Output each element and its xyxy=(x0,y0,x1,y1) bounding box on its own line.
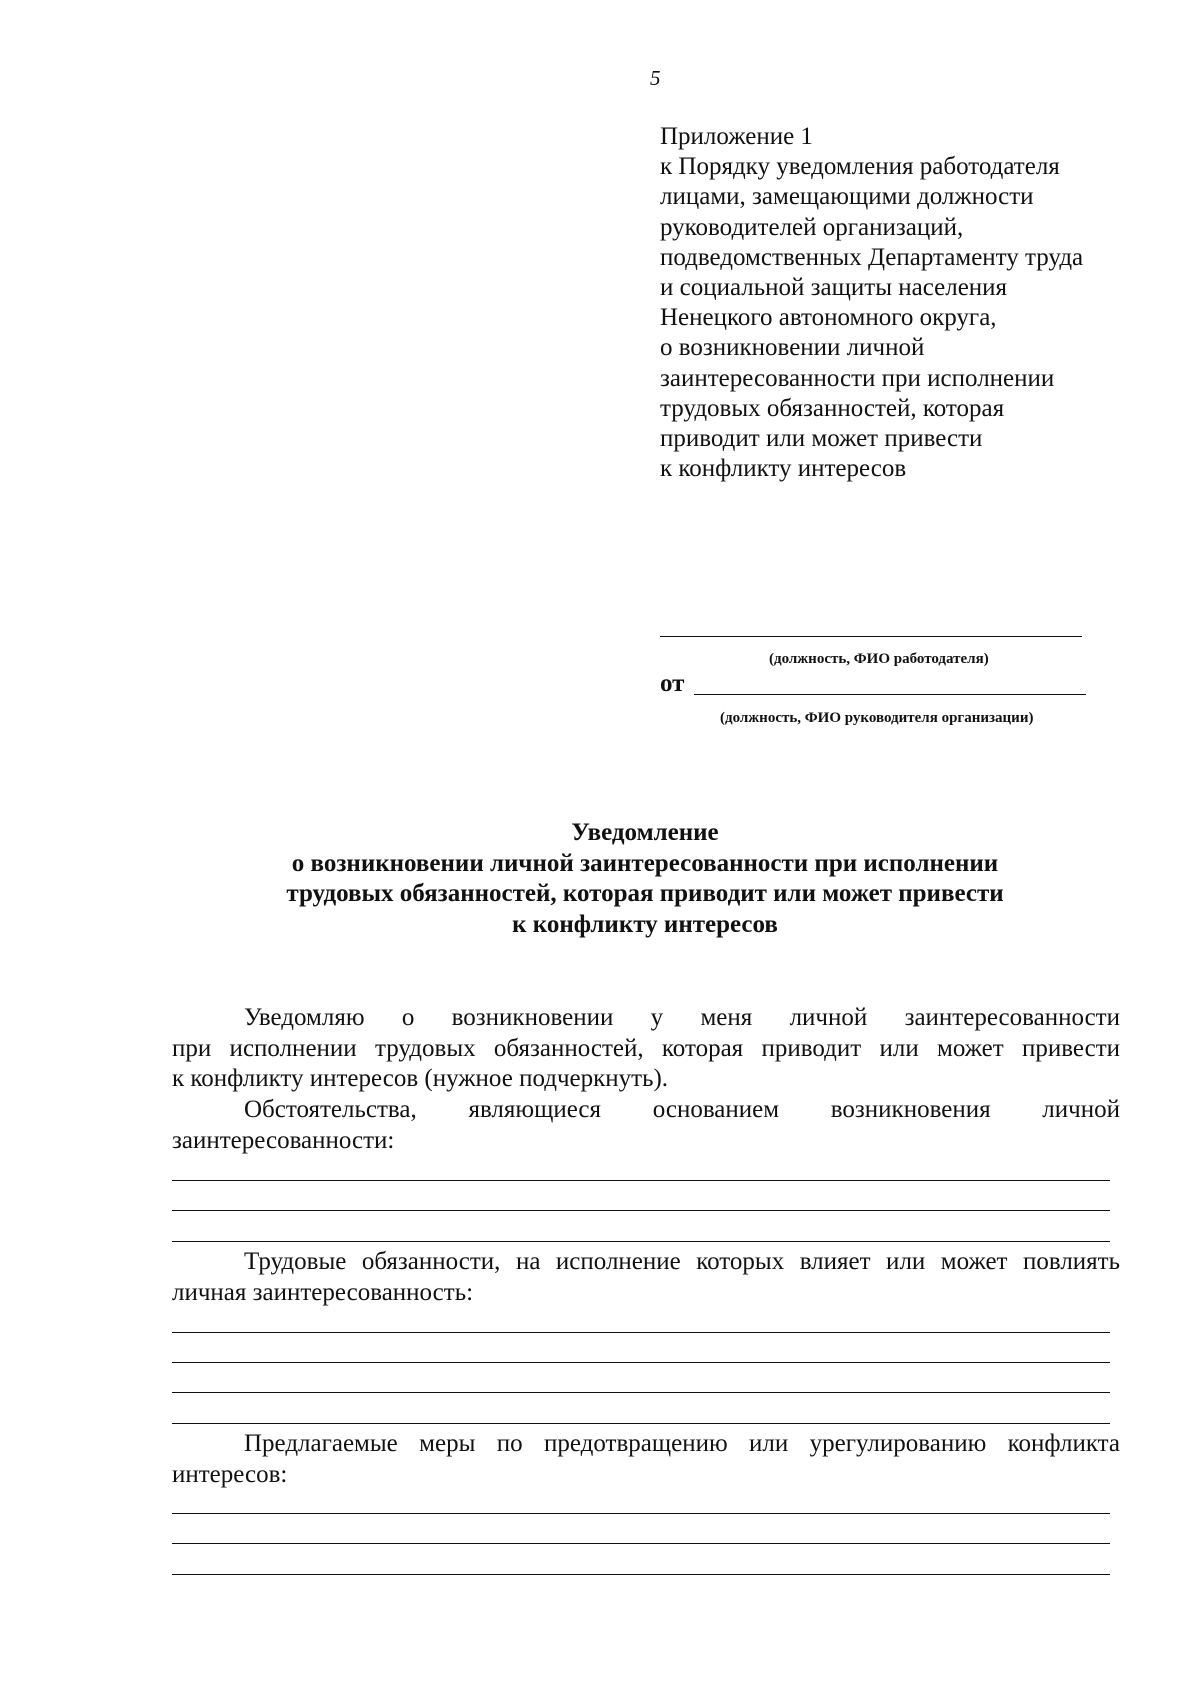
circumstances-field-line[interactable] xyxy=(172,1180,1110,1181)
document-title xyxy=(170,818,1120,940)
duties-field-line[interactable] xyxy=(172,1423,1110,1424)
paragraph-line: Предлагаемые меры по предотвращению или урегулированию конфликта xyxy=(244,1430,1120,1457)
duties-field-line[interactable] xyxy=(172,1392,1110,1393)
from-label: от xyxy=(660,670,685,697)
appendix-line: к конфликту интересов xyxy=(660,455,907,483)
duties-field-line[interactable] xyxy=(172,1362,1110,1363)
appendix-line: о возникновении личной xyxy=(660,334,925,362)
employer-caption: (должность, ФИО работодателя) xyxy=(769,651,989,667)
paragraph-line: Уведомляю о возникновении у меня личной заинтересованности xyxy=(244,1004,1120,1031)
duties-paragraph xyxy=(172,1247,1120,1308)
measures-field-line[interactable] xyxy=(172,1513,1110,1514)
appendix-line: руководителей организаций, xyxy=(660,213,964,241)
appendix-line: к Порядку уведомления работодателя xyxy=(660,153,1060,181)
appendix-line: трудовых обязанностей, которая xyxy=(660,394,1005,422)
appendix-header xyxy=(660,122,1140,484)
employer-field-line[interactable] xyxy=(660,636,1082,637)
measures-paragraph xyxy=(172,1429,1120,1490)
paragraph-line: заинтересованности: xyxy=(172,1126,395,1154)
notice-paragraph xyxy=(172,1003,1120,1095)
paragraph-line: Обстоятельства, являющиеся основанием возникновения личной xyxy=(244,1096,1120,1123)
circumstances-field-line[interactable] xyxy=(172,1241,1110,1242)
appendix-line: и социальной защиты населения xyxy=(660,274,1008,302)
paragraph-line: личная заинтересованность: xyxy=(172,1278,474,1306)
paragraph-line: Трудовые обязанности, на исполнение которых влияет или может повлиять xyxy=(244,1248,1120,1275)
circumstances-paragraph xyxy=(172,1095,1120,1156)
head-field-line[interactable] xyxy=(694,694,1086,695)
measures-field-line[interactable] xyxy=(172,1574,1110,1575)
appendix-line: приводит или может привести xyxy=(660,425,983,453)
title-line: к конфликту интересов xyxy=(512,910,778,938)
head-caption: (должность, ФИО руководителя организации) xyxy=(720,710,1034,726)
paragraph-line: интересов: xyxy=(172,1460,288,1488)
appendix-line: Ненецкого автономного округа, xyxy=(660,304,997,332)
circumstances-field-line[interactable] xyxy=(172,1210,1110,1211)
appendix-line: подведомственных Департаменту труда xyxy=(660,243,1084,271)
appendix-line: Приложение 1 xyxy=(660,123,813,150)
appendix-line: лицами, замещающими должности xyxy=(660,183,1034,211)
paragraph-line: при исполнении трудовых обязанностей, которая приводит или может привести xyxy=(172,1034,1120,1062)
appendix-line: заинтересованности при исполнении xyxy=(660,364,1055,392)
page-number: 5 xyxy=(650,66,661,90)
title-line: Уведомление xyxy=(571,819,719,846)
paragraph-line: к конфликту интересов (нужное подчеркнуть). xyxy=(172,1065,669,1092)
duties-field-line[interactable] xyxy=(172,1332,1110,1333)
title-line: трудовых обязанностей, которая приводит или может привести xyxy=(286,880,1004,907)
title-line: о возникновении личной заинтересованности при исполнении xyxy=(291,849,999,877)
measures-field-line[interactable] xyxy=(172,1543,1110,1544)
